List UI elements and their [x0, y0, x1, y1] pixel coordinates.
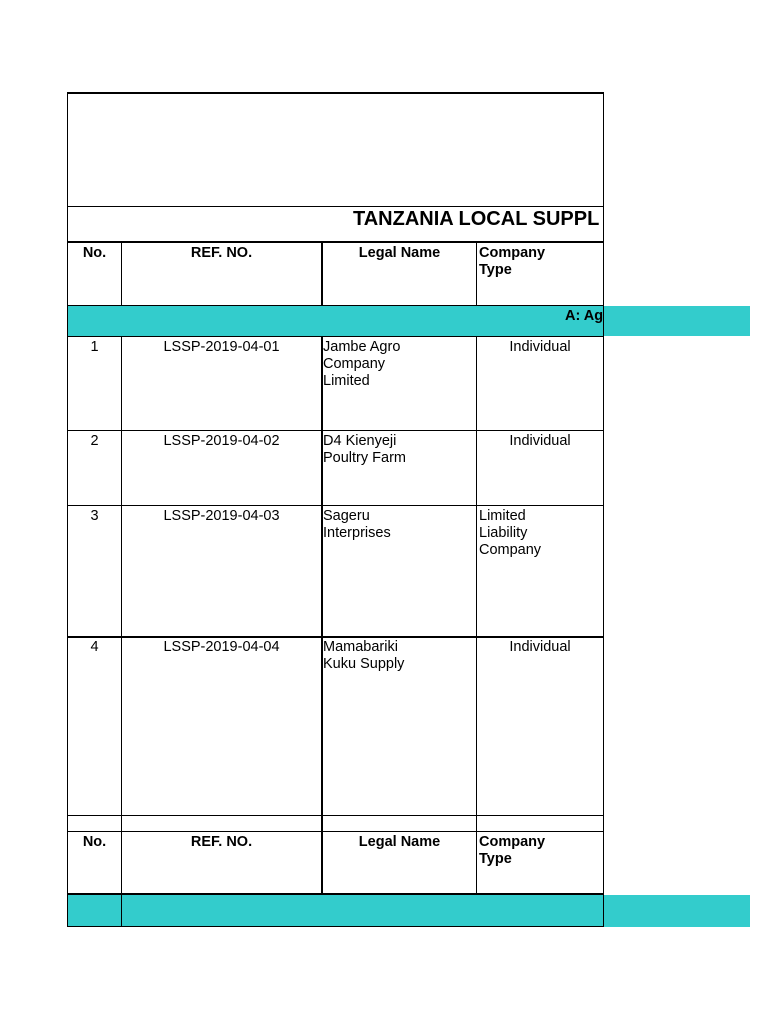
- header-company-type-line1: Company: [479, 245, 546, 261]
- row1-bottom-border: [67, 430, 604, 431]
- header-company-type: [479, 245, 545, 279]
- footer-header-company-type: [479, 834, 545, 868]
- row-company-type: Individual: [509, 639, 571, 655]
- title-top-border: [67, 206, 604, 207]
- section-band: [68, 306, 750, 336]
- row4-bottom-border: [67, 815, 604, 816]
- header-no: No.: [82, 245, 107, 261]
- legal-name-line: D4 Kienyeji: [323, 433, 397, 449]
- legal-name-line: Company: [323, 356, 386, 372]
- company-type-line: Company: [479, 542, 542, 558]
- legal-name-line: Kuku Supply: [323, 656, 405, 672]
- col-divider-3-body: [476, 336, 477, 894]
- footer-header-no: No.: [82, 834, 107, 850]
- row-ref: LSSP-2019-04-04: [163, 639, 280, 655]
- row-ref: LSSP-2019-04-01: [163, 339, 280, 355]
- row-no: 3: [90, 508, 99, 524]
- header-company-type-line2: Type: [479, 262, 512, 278]
- legal-name-line: Jambe Agro: [323, 339, 401, 355]
- legal-name-line: Limited: [323, 373, 370, 389]
- legal-name-line: Interprises: [323, 525, 391, 541]
- row-legal-name: [323, 639, 404, 673]
- spacer-bottom-border: [67, 831, 604, 832]
- row-ref: LSSP-2019-04-02: [163, 433, 280, 449]
- document-title: TANZANIA LOCAL SUPPL: [353, 208, 600, 230]
- bottom-band: [68, 895, 750, 927]
- row3-bottom-border: [67, 636, 604, 638]
- footer-header-ref-no: REF. NO.: [190, 834, 253, 850]
- footer-header-bottom-border: [67, 893, 604, 895]
- row-legal-name: [323, 339, 400, 390]
- legal-name-line: Poultry Farm: [323, 450, 406, 466]
- row-company-type: [479, 508, 541, 559]
- legal-name-line: Mamabariki: [323, 639, 398, 655]
- row-company-type: Individual: [509, 339, 571, 355]
- row-no: 2: [90, 433, 99, 449]
- company-type-line: Limited: [479, 508, 526, 524]
- header-bottom-border: [67, 305, 604, 306]
- table-top-border: [67, 92, 604, 94]
- table-bottom-border: [67, 926, 604, 927]
- section-bottom-border: [67, 336, 604, 337]
- row-company-type: Individual: [509, 433, 571, 449]
- col-divider-2-body: [321, 336, 323, 894]
- row-no: 1: [90, 339, 99, 355]
- row-legal-name: [323, 433, 406, 467]
- footer-company-type-line2: Type: [479, 851, 512, 867]
- header-top-border: [67, 241, 604, 243]
- legal-name-line: Sageru: [323, 508, 370, 524]
- footer-header-legal-name: Legal Name: [358, 834, 441, 850]
- header-legal-name: Legal Name: [358, 245, 441, 261]
- row-no: 4: [90, 639, 99, 655]
- footer-company-type-line1: Company: [479, 834, 546, 850]
- table-right-border: [603, 92, 604, 927]
- row-legal-name: [323, 508, 391, 542]
- section-label: A: Ag: [565, 308, 603, 324]
- header-ref-no: REF. NO.: [190, 245, 253, 261]
- col-divider-3-header: [476, 242, 477, 305]
- row2-bottom-border: [67, 505, 604, 506]
- row-ref: LSSP-2019-04-03: [163, 508, 280, 524]
- company-type-line: Liability: [479, 525, 528, 541]
